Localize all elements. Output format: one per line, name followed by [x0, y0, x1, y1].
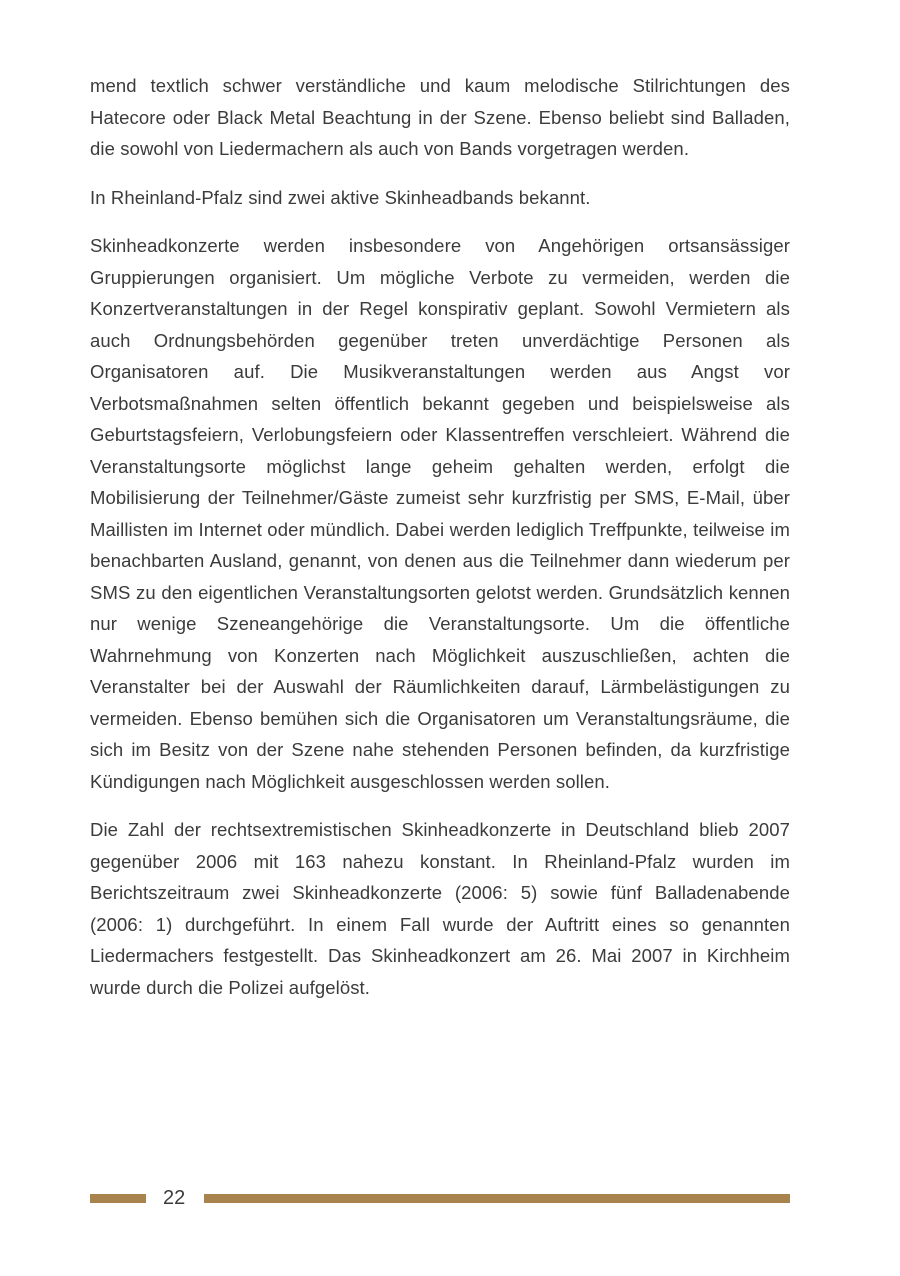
paragraph: mend textlich schwer verständliche und kaum melodische Stilrichtungen des Hatecore oder Black Metal Beachtung in der Szene. Ebenso beliebt sind Balladen, die sowohl von Liedermachern als auch von Bands vorgetragen werden.	[90, 75, 790, 159]
page-footer	[90, 1188, 790, 1208]
text-body	[90, 70, 790, 1020]
page-number: 22	[163, 1187, 186, 1209]
footer-rule-left	[90, 1194, 146, 1203]
paragraph: Skinheadkonzerte werden insbesondere von Angehörigen ortsansässiger Gruppierungen organisiert. Um mögliche Verbote zu vermeiden, werden die Konzertveranstaltungen in der Regel konspirativ geplant. Sowohl Vermietern als auch Ordnungsbehörden gegenüber treten unverdächtige Personen als Organisatoren auf. Die Musikveranstaltungen werden aus Angst vor Verbotsmaßnahmen selten öffentlich bekannt gegeben und beispielsweise als Geburtstagsfeiern, Verlobungsfeiern oder Klassentreffen verschleiert. Während die Veranstaltungsorte möglichst lange geheim gehalten werden, erfolgt die Mobilisierung der Teilnehmer/Gäste zumeist sehr kurzfristig per SMS, E-Mail, über Maillisten im Internet oder mündlich. Dabei werden lediglich Treffpunkte, teilweise im benachbarten Ausland, genannt, von denen aus die Teilnehmer dann wiederum per SMS zu den eigentlichen Veranstaltungsorten gelotst werden. Grundsätzlich kennen nur wenige Szeneangehörige die Veranstaltungsorte. Um die öffentliche Wahrnehmung von Konzerten nach Möglichkeit auszuschließen, achten die Veranstalter bei der Auswahl der Räumlichkeiten darauf, Lärmbelästigungen zu vermeiden. Ebenso bemühen sich die Organisatoren um Veranstaltungsräume, die sich im Besitz von der Szene nahe stehenden Personen befinden, da kurzfristige Kündigungen nach Möglichkeit ausgeschlossen werden sollen.	[90, 235, 790, 792]
footer-rule-right	[204, 1194, 790, 1203]
paragraph: Die Zahl der rechtsextremistischen Skinheadkonzerte in Deutschland blieb 2007 gegenüber 2006 mit 163 nahezu konstant. In Rheinland-Pfalz wurden im Berichtszeitraum zwei Skinheadkonzerte (2006: 5) sowie fünf Balladenabende (2006: 1) durchgeführt. In einem Fall wurde der Auftritt eines so genannten Liedermachers festgestellt. Das Skinheadkonzert am 26. Mai 2007 in Kirchheim wurde durch die Polizei aufgelöst.	[90, 819, 790, 998]
paragraph: In Rheinland-Pfalz sind zwei aktive Skinheadbands bekannt.	[90, 186, 591, 208]
